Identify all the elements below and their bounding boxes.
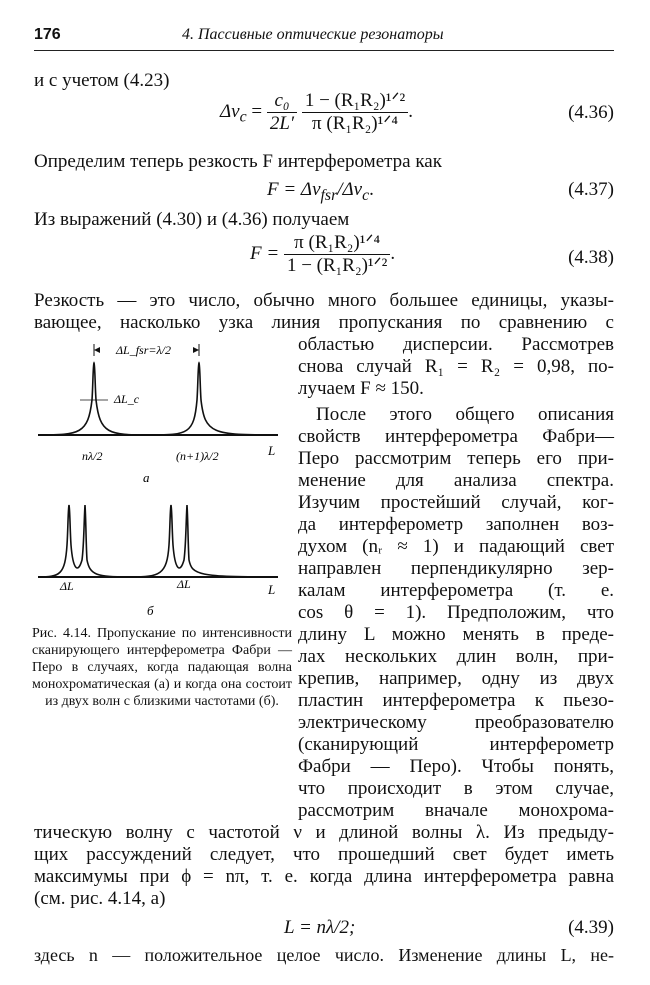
- fraction: [302, 90, 408, 135]
- axis-label-a: L: [268, 443, 276, 458]
- numerator: 1 − (R₁R₂)¹ᐟ²: [302, 90, 408, 113]
- eq-mid: /Δν: [337, 179, 363, 200]
- text-line: После этого общего описания: [316, 404, 614, 425]
- running-header: [34, 24, 614, 51]
- denominator: 2L′: [269, 113, 295, 134]
- text-line: менение для анализа спектра.: [298, 470, 614, 491]
- text-line: (см. рис. 4.14, a): [34, 888, 166, 909]
- arrow-left: [94, 347, 100, 353]
- eq-equals: =: [246, 100, 267, 122]
- equation-4-36: [220, 90, 413, 135]
- text-line: пластин интерферометра к пьезо-: [298, 690, 614, 711]
- text-line: длину L можно менять в преде-: [298, 624, 614, 645]
- text-line: крепив, например, одну из двух: [298, 668, 614, 689]
- denominator: 1 − (R₁R₂)¹ᐟ²: [286, 255, 388, 276]
- denominator: π (R₁R₂)¹ᐟ⁴: [312, 113, 399, 134]
- text-line: лах нескольких длин волн, при-: [298, 646, 614, 667]
- numerator: π (R₁R₂)¹ᐟ⁴: [284, 232, 390, 255]
- equation-number: (4.36): [568, 102, 614, 123]
- panel-label-a: a: [143, 470, 150, 485]
- panel-a: [38, 343, 278, 485]
- numerator: c₀: [267, 90, 297, 113]
- text-line: Перо рассмотрим теперь его при-: [298, 448, 614, 469]
- page-number: 176: [34, 26, 61, 43]
- text-line: Фабри — Перо). Чтобы понять,: [298, 756, 614, 777]
- text-line: рассмотрим вначале монохрома-: [298, 800, 614, 821]
- eq-sub: c: [362, 186, 370, 204]
- delta-l-label-2: ΔL: [177, 577, 191, 591]
- peaks-b1: [38, 505, 130, 577]
- equation-4-38: [250, 232, 395, 277]
- fraction: [284, 232, 390, 277]
- text-line: направлен перпендикулярно зер-: [298, 558, 614, 579]
- axis-label-b: L: [268, 582, 276, 597]
- equation-4-39: L = nλ/2;: [284, 917, 356, 938]
- text-line: щих рассуждений следует, что прошедший свет будет иметь: [34, 844, 614, 865]
- text-line: областью дисперсии. Рассмотрев: [298, 334, 614, 355]
- tick-label-1: nλ/2: [82, 449, 103, 463]
- equation-number: (4.38): [568, 247, 614, 268]
- eq-sub: c: [239, 108, 247, 126]
- text-line: электрическому преобразователю: [298, 712, 614, 733]
- eq-tail: .: [408, 100, 413, 122]
- text-line: здесь n — положительное целое число. Изменение длины L, не-: [34, 945, 614, 965]
- text-line: максимумы при ϕ = nπ, т. е. когда длина интерферометра равна: [34, 866, 614, 887]
- eq-tail: .: [369, 179, 374, 200]
- peak-a2: [150, 363, 278, 435]
- width-label: ΔL_c: [114, 392, 140, 406]
- text-line: cos θ = 1). Предположим, что: [298, 602, 614, 623]
- equation-number: (4.37): [568, 179, 614, 200]
- fsr-label: ΔL_fsr=λ/2: [116, 343, 172, 357]
- figure-4-14: [30, 330, 295, 620]
- text-line: лучаем F ≈ 150.: [298, 378, 424, 399]
- text-line: Из выражений (4.30) и (4.36) получаем: [34, 209, 350, 230]
- text-line: Изучим простейший случай, ког-: [298, 492, 614, 513]
- arrow-right: [193, 347, 199, 353]
- text-line: вающее, насколько узка линия пропускания по сравнению с: [34, 312, 614, 333]
- text-line: Резкость — это число, обычно много большее единицы, указы-: [34, 290, 614, 311]
- text-line: калам интерферометра (т. е.: [298, 580, 614, 601]
- text-line: и с учетом (4.23): [34, 70, 170, 91]
- chapter-title: 4. Пассивные оптические резонаторы: [182, 26, 444, 43]
- text-line: что происходит в этом случае,: [298, 778, 614, 799]
- figure-caption: Рис. 4.14. Пропускание по интенсивности сканирующего интерферометра Фабри — Перо в случаях, когда падающая волна монохроматическая (а) и когда она состоит из двух волн с близкими частотами (б).: [32, 626, 292, 709]
- eq-sub: fsr: [320, 186, 338, 204]
- delta-l-label-1: ΔL: [60, 579, 74, 593]
- text-line: (сканирующий интерферометр: [298, 734, 614, 755]
- text-line: тическую волну с частотой ν и длиной волны λ. Из предыду-: [34, 822, 614, 843]
- text-line: духом (nᵣ ≈ 1) и падающий свет: [298, 536, 614, 557]
- equation-4-37: [267, 179, 374, 207]
- eq-lhs: F =: [250, 242, 284, 264]
- eq-lhs: Δν: [220, 100, 240, 122]
- panel-b: [38, 505, 278, 618]
- fraction: [267, 90, 297, 135]
- panel-label-b: б: [147, 603, 154, 618]
- equation-number: (4.39): [568, 917, 614, 938]
- tick-label-2: (n+1)λ/2: [176, 449, 219, 463]
- text-line: снова случай R₁ = R₂ = 0,98, по-: [298, 356, 614, 377]
- text-line: свойств интерферометра Фабри—: [298, 426, 614, 447]
- text-line: да интерферометр заполнен воз-: [298, 514, 614, 535]
- peaks-b2: [130, 505, 278, 577]
- text-line: Определим теперь резкость F интерферометра как: [34, 151, 442, 172]
- eq-body: F = Δν: [267, 179, 321, 200]
- eq-tail: .: [390, 242, 396, 264]
